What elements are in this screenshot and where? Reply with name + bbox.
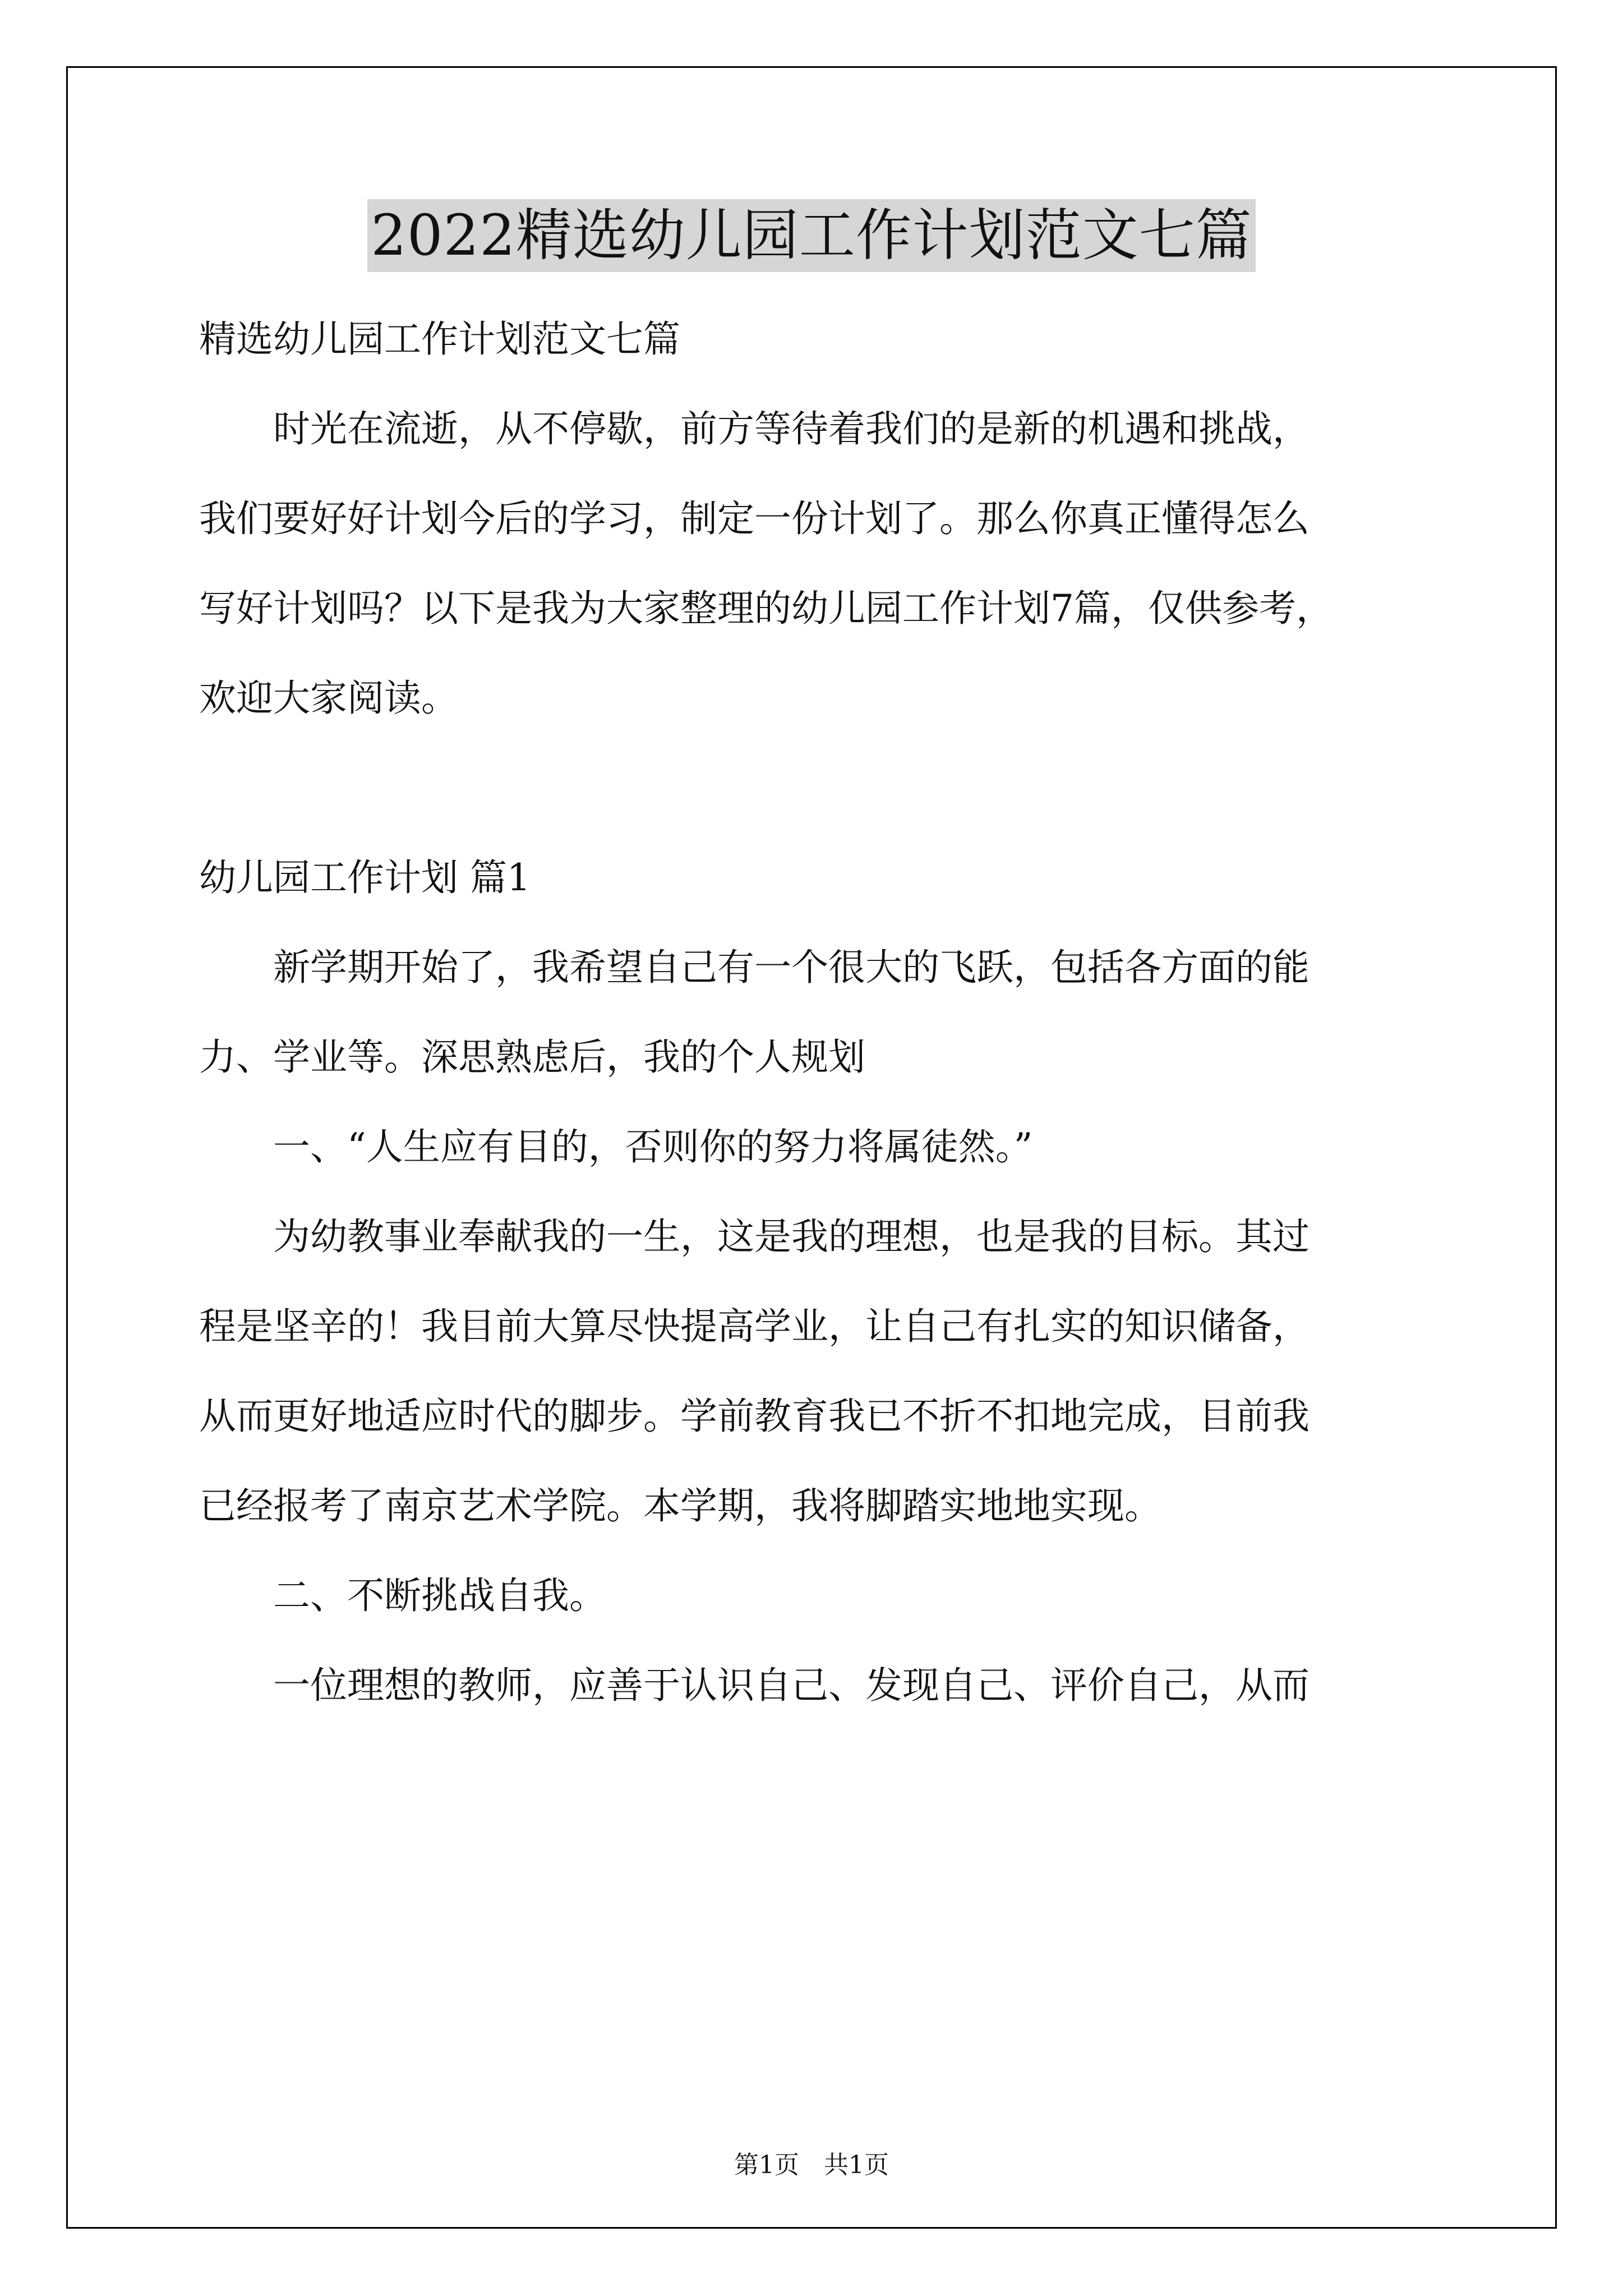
blank-line [199,763,1455,813]
paragraph-line: 从而更好地适应时代的脚步。学前教育我已不折不扣地完成，目前我 [199,1395,1310,1438]
paragraph-line: 欢迎大家阅读。 [199,677,458,720]
paragraph-line: 新学期开始了，我希望自己有一个很大的飞跃，包括各方面的能 [199,946,1310,989]
title-container [0,199,1623,272]
paragraph-line: 我们要好好计划今后的学习，制定一份计划了。那么你真正懂得怎么 [199,497,1310,540]
document-subtitle: 精选幼儿园工作计划范文七篇 [199,318,680,361]
paragraph-line: 已经报考了南京艺术学院。本学期，我将脚踏实地地实现。 [199,1484,1161,1527]
section-heading: 幼儿园工作计划 篇1 [199,856,531,899]
document-title: 2022精选幼儿园工作计划范文七篇 [367,199,1256,272]
paragraph-line: 程是坚辛的！我目前大算尽快提高学业，让自己有扎实的知识储备， [199,1305,1310,1348]
document-body [199,314,1455,1711]
paragraph-line: 一位理想的教师，应善于认识自己、发现自己、评价自己，从而 [199,1664,1310,1707]
page-footer: 第1页 共1页 [734,2151,889,2179]
paragraph-line: 时光在流逝，从不停歇，前方等待着我们的是新的机遇和挑战， [199,407,1310,450]
paragraph-line: 二、不断挑战自我。 [199,1574,606,1617]
paragraph-line: 为幼教事业奉献我的一生，这是我的理想，也是我的目标。其过 [199,1215,1310,1258]
paragraph-line: 力、学业等。深思熟虑后，我的个人规划 [199,1036,865,1079]
paragraph-line: 写好计划吗？以下是我为大家整理的幼儿园工作计划7篇，仅供参考， [199,587,1333,630]
paragraph-line: 一、“人生应有目的，否则你的努力将属徒然。” [199,1125,1033,1168]
